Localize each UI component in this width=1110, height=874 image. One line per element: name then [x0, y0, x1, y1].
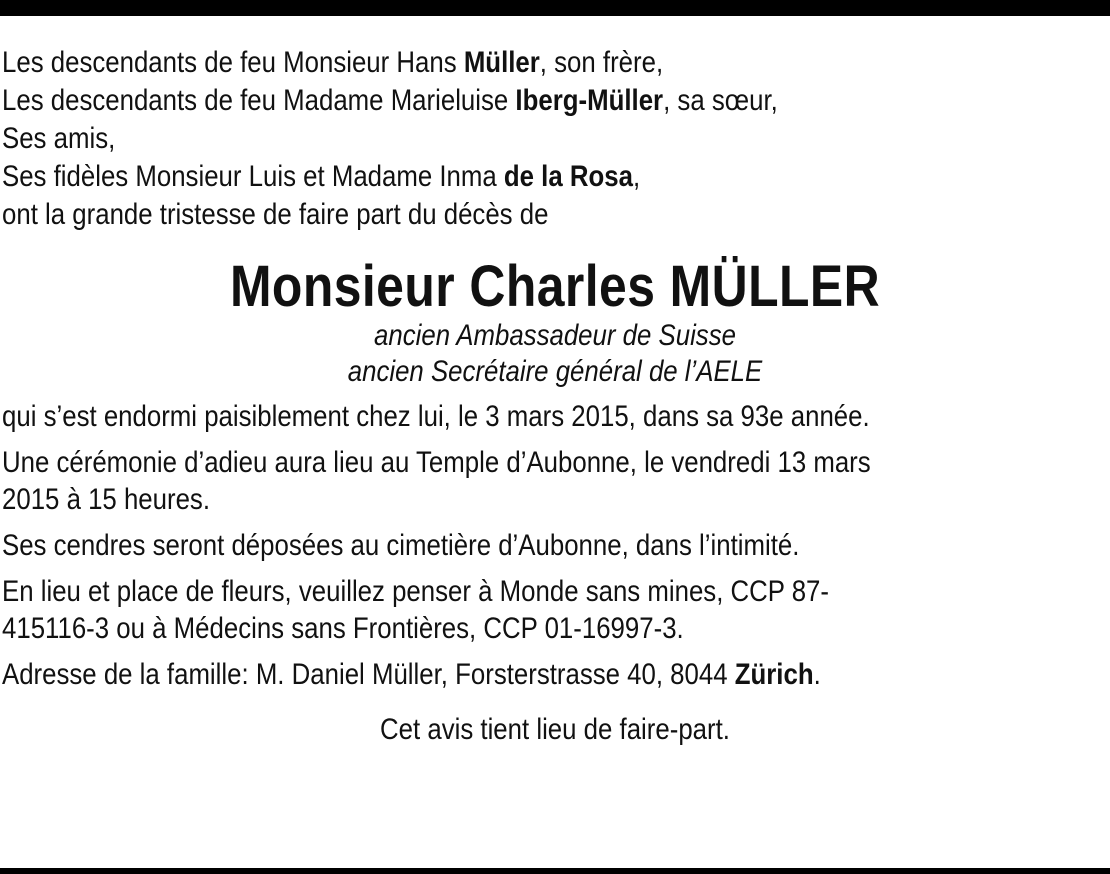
- ashes-paragraph: Ses cendres seront déposées au cimetière d’Aubonne, dans l’intimité.: [2, 529, 800, 562]
- closing-note: Cet avis tient lieu de faire-part.: [380, 713, 730, 746]
- intro-line-brother: Les descendants de feu Monsieur Hans Müller, son frère,: [2, 46, 664, 79]
- ceremony-paragraph: [2, 444, 953, 518]
- deceased-name: Monsieur Charles MÜLLER: [229, 254, 881, 319]
- ceremony-line-2: 2015 à 15 heures.: [2, 483, 211, 516]
- deceased-title-ambassador: ancien Ambassadeur de Suisse: [374, 319, 736, 352]
- flowers-line-2: 415116-3 ou à Médecins sans Frontières, CCP 01-16997-3.: [2, 612, 684, 645]
- ceremony-line-1: Une cérémonie d’adieu aura lieu au Temple d’Aubonne, le vendredi 13 mars: [2, 446, 871, 479]
- deceased-title-secretary: ancien Secrétaire général de l’AELE: [347, 355, 763, 388]
- intro-line-loyal: Ses fidèles Monsieur Luis et Madame Inma de la Rosa,: [2, 160, 641, 193]
- family-address: Adresse de la famille: M. Daniel Müller, Forsterstrasse 40, 8044 Zürich.: [2, 658, 821, 691]
- flowers-paragraph: [2, 573, 953, 647]
- intro-line-sister: Les descendants de feu Madame Marieluise Iberg-Müller, sa sœur,: [2, 84, 778, 117]
- flowers-line-1: En lieu et place de fleurs, veuillez penser à Monde sans mines, CCP 87-: [2, 575, 830, 608]
- top-border-rule: [0, 0, 1110, 16]
- intro-line-announcement: ont la grande tristesse de faire part du décès de: [2, 198, 549, 231]
- intro-line-friends: Ses amis,: [2, 122, 116, 155]
- passing-paragraph: qui s’est endormi paisiblement chez lui, le 3 mars 2015, dans sa 93e année.: [2, 400, 870, 433]
- obituary-notice: [2, 44, 1108, 748]
- bottom-border-rule: [0, 868, 1110, 874]
